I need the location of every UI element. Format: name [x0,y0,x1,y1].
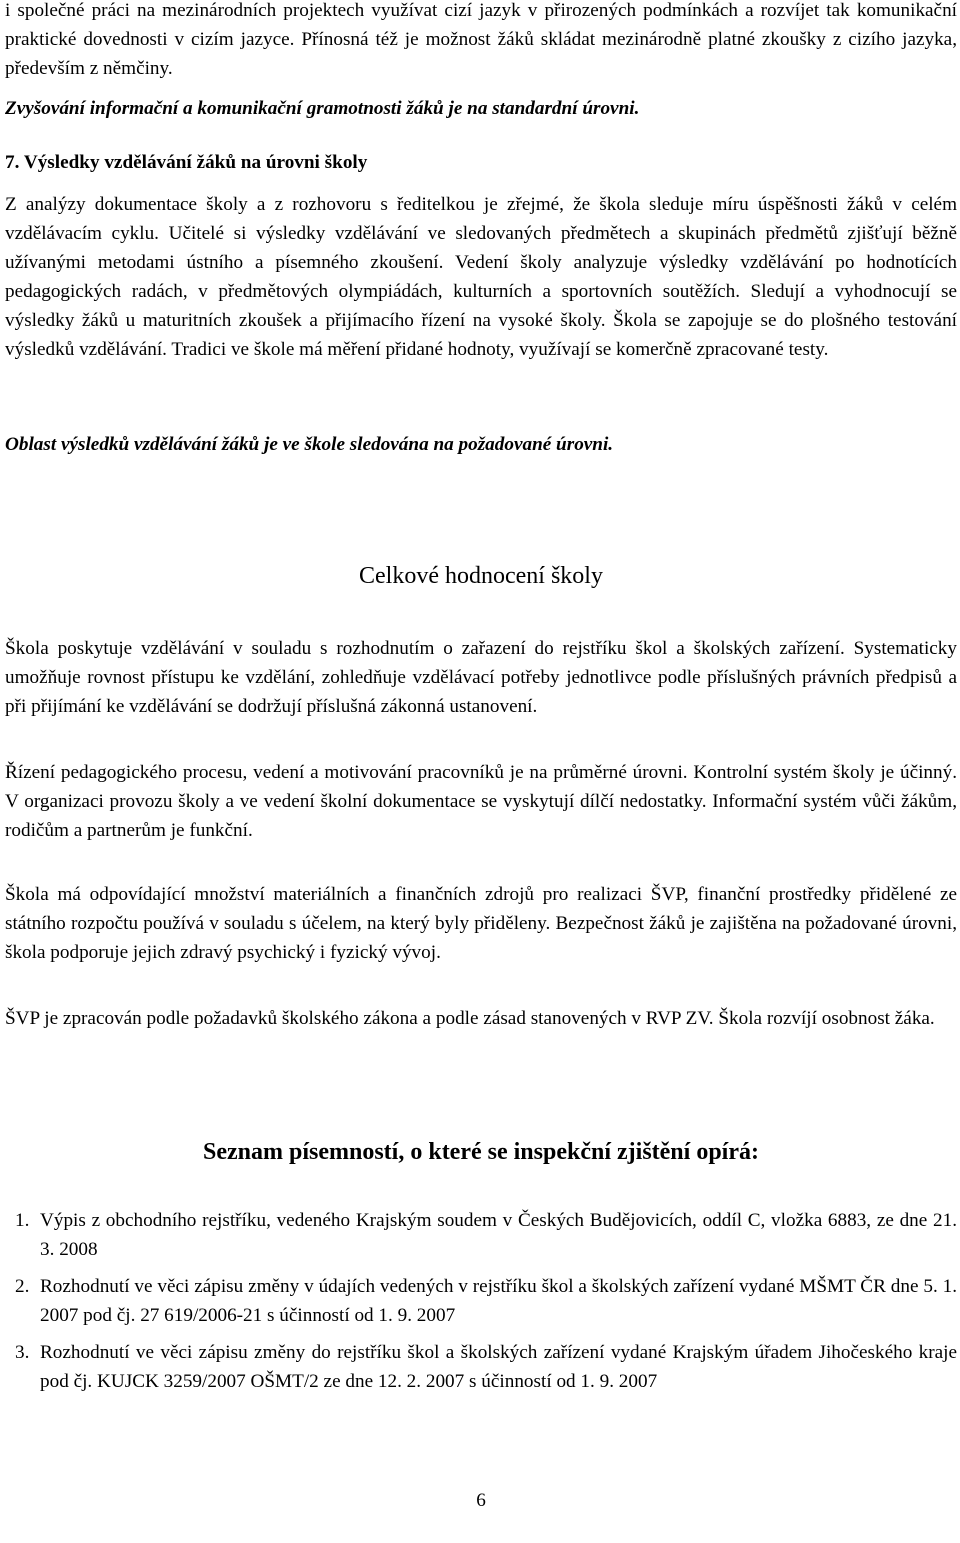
overall-paragraph-2: Řízení pedagogického procesu, vedení a motivování pracovníků je na průměrné úrovni. Kontrolní systém školy je účinný. V organizaci provozu školy a ve vedení školní dokumentace se vyskytují dílčí nedostatky. Informační systém vůči žákům, rodičům a partnerům je funkční. [5,762,957,841]
list-item-text: Rozhodnutí ve věci zápisu změny v údajích vedených v rejstříku škol a školských zařízení vydané MŠMT ČR dne 5. 1. 2007 pod čj. 27 619/2006-21 s účinností od 1. 9. 2007 [40,1276,957,1326]
documents-heading: Seznam písemností, o které se inspekční zjištění opírá: [203,1139,759,1165]
list-item [5,1272,957,1330]
overall-paragraph-3: Škola má odpovídající množství materiálních a finančních zdrojů pro realizaci ŠVP, finanční prostředky přidělené ze státního rozpočtu používá v souladu s účelem, na který byly přiděleny. Bezpečnost žáků je zajištěna na požadované úrovni, škola podporuje jejich zdravý psychický i fyzický vývoj. [5,884,957,963]
section-7-conclusion: Oblast výsledků vzdělávání žáků je ve škole sledována na požadované úrovni. [5,434,614,455]
list-item [5,1338,957,1396]
list-item-text: Rozhodnutí ve věci zápisu změny do rejstříku škol a školských zařízení vydané Krajským úřadem Jihočeského kraje pod čj. KUJCK 3259/2007 OŠMT/2 ze dne 12. 2. 2007 s účinností od 1. 9. 2007 [40,1342,957,1392]
list-item-number: 3. [15,1342,30,1363]
page-number: 6 [476,1490,486,1511]
overall-paragraph-1: Škola poskytuje vzdělávání v souladu s rozhodnutím o zařazení do rejstříku škol a školských zařízení. Systematicky umožňuje rovnost přístupu ke vzdělání, zohledňuje vzdělávací potřeby jednotlivce podle příslušných právních předpisů a při přijímání ke vzdělávání se dodržují příslušná zákonná ustanovení. [5,638,957,717]
documents-list [5,1206,957,1404]
list-item [5,1206,957,1264]
overall-heading: Celkové hodnocení školy [359,563,603,589]
intro-conclusion: Zvyšování informační a komunikační gramotnosti žáků je na standardní úrovni. [5,98,640,119]
list-item-number: 1. [15,1210,30,1231]
section-7-body: Z analýzy dokumentace školy a z rozhovoru s ředitelkou je zřejmé, že škola sleduje míru úspěšnosti žáků v celém vzdělávacím cyklu. Učitelé si výsledky vzdělávání ve sledovaných předmětech a skupinách předmětů zjišťují běžně užívanými metodami ústního a písemného zkoušení. Vedení školy analyzuje výsledky vzdělávání po hodnotících pedagogických radách, v předmětových olympiádách, kulturních a sportovních soutěžích. Sledují a vyhodnocují se výsledky žáků u maturitních zkoušek a přijímacího řízení na vysoké školy. Škola se zapojuje se do plošného testování výsledků vzdělávání. Tradici ve škole má měření přidané hodnoty, využívají se komerčně zpracované testy. [5,194,957,360]
section-7-heading: 7. Výsledky vzdělávání žáků na úrovni školy [5,152,368,173]
list-item-text: Výpis z obchodního rejstříku, vedeného Krajským soudem v Českých Budějovicích, oddíl C, vložka 6883, ze dne 21. 3. 2008 [40,1210,957,1260]
intro-paragraph: i společné práci na mezinárodních projektech využívat cizí jazyk v přirozených podmínkách a rozvíjet tak komunikační praktické dovednosti v cizím jazyce. Přínosná též je možnost žáků skládat mezinárodně platné zkoušky z cizího jazyka, především z němčiny. [5,0,957,79]
overall-paragraph-4: ŠVP je zpracován podle požadavků školského zákona a podle zásad stanovených v RVP ZV. Škola rozvíjí osobnost žáka. [5,1008,935,1029]
document-page [5,0,960,1543]
list-item-number: 2. [15,1276,30,1297]
